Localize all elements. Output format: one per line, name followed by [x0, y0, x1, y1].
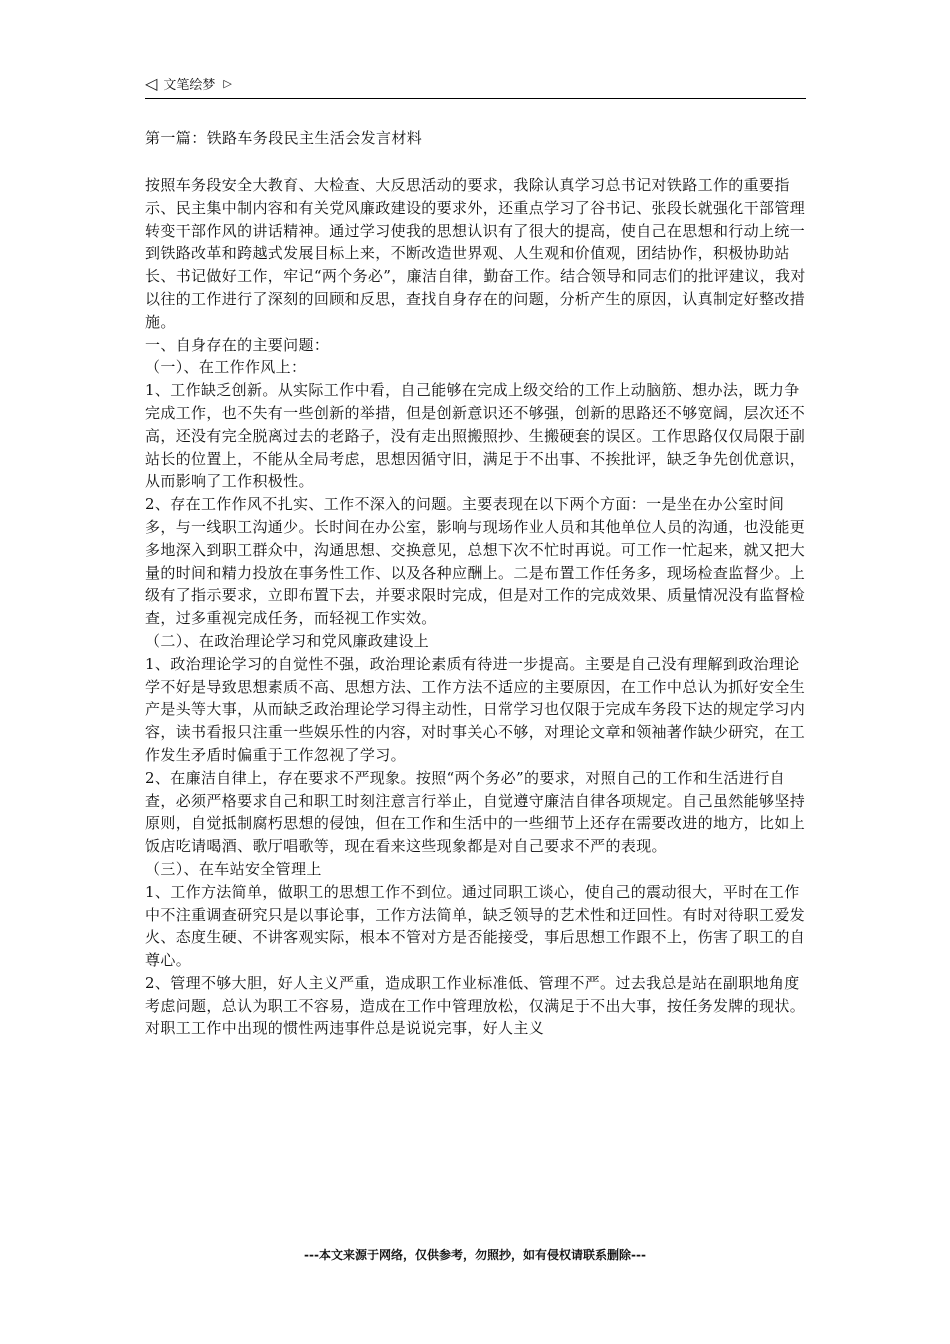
document-title: 第一篇：铁路车务段民主生活会发言材料 [145, 129, 423, 147]
subsection-heading-3: （三）、在车站安全管理上 [145, 859, 322, 878]
subsection-heading-1: （一）、在工作作风上： [145, 358, 307, 377]
page-header [145, 72, 806, 99]
subsection-heading-2: （二）、在政治理论学习和党风廉政建设上 [145, 631, 430, 650]
brand [145, 74, 232, 93]
paragraph: 2、存在工作作风不扎实、工作不深入的问题。主要表现在以下两个方面：一是坐在办公室时间多，与一线职工沟通少。长时间在办公室，影响与现场作业人员和其他单位人员的沟通，也没能更多地深入到职工群众中，沟通思想、交换意见，总想下次不忙时再说。可工作一忙起来，就又把大量的时间和精力投放在事务性工作、以及各种应酬上。二是布置工作任务多，现场检查监督少。上级有了指示要求，立即布置下去，并要求限时完成，但是对工作的完成效果、质量情况没有监督检查，过多重视完成任务，而轻视工作实效。 [145, 495, 806, 628]
paragraph: 2、在廉洁自律上，存在要求不严现象。按照“两个务必”的要求，对照自己的工作和生活进行自查，必须严格要求自己和职工时刻注意言行举止，自觉遵守廉洁自律各项规定。自己虽然能够坚持原则，自觉抵制腐朽思想的侵蚀，但在工作和生活中的一些细节上还存在需要改进的地方，比如上饭店吃请喝酒、歌厅唱歌等，现在看来这些现象都是对自己要求不严的表现。 [145, 768, 806, 856]
page-footer: ---本文来源于网络，仅供参考，勿照抄，如有侵权请联系删除--- [304, 1248, 646, 1262]
paragraph: 1、政治理论学习的自觉性不强，政治理论素质有待进一步提高。主要是自己没有理解到政治理论学不好是导致思想素质不高、思想方法、工作方法不适应的主要原因，在工作中总认为抓好安全生产是头等大事，从而缺乏政治理论学习得主动性，日常学习也仅限于完成车务段下达的规定学习内容，读书看报只注重一些娱乐性的内容，对时事关心不够，对理论文章和领袖著作缺少研究，在工作发生矛盾时偏重于工作忽视了学习。 [145, 654, 806, 764]
brand-name: 文笔绘梦 [163, 78, 216, 93]
paragraph: 1、工作方法简单，做职工的思想工作不到位。通过同职工谈心，使自己的震动很大，平时在工作中不注重调查研究只是以事论事，工作方法简单，缺乏领导的艺术性和迂回性。有时对待职工爱发火、态度生硬、不讲客观实际，根本不管对方是否能接受，事后思想工作跟不上，伤害了职工的自尊心。 [145, 882, 806, 970]
triangle-left-icon: ◁ [145, 73, 158, 93]
paragraph-intro: 按照车务段安全大教育、大检查、大反思活动的要求，我除认真学习总书记对铁路工作的重要指示、民主集中制内容和有关党风廉政建设的要求外，还重点学习了谷书记、张段长就强化干部管理转变干部作风的讲话精神。通过学习使我的思想认识有了很大的提高，使自己在思想和行动上统一到铁路改革和跨越式发展目标上来，不断改造世界观、人生观和价值观，团结协作，积极协助站长、书记做好工作，牢记“两个务必”，廉洁自律，勤奋工作。结合领导和同志们的批评建议，我对以往的工作进行了深刻的回顾和反思，查找自身存在的问题，分析产生的原因，认真制定好整改措施。 [145, 176, 806, 331]
section-heading-1: 一、自身存在的主要问题： [145, 335, 330, 354]
triangle-right-icon: ▷ [223, 77, 232, 90]
document-body [145, 174, 810, 1040]
paragraph: 1、工作缺乏创新。从实际工作中看，自己能够在完成上级交给的工作上动脑筋、想办法，既力争完成工作，也不失有一些创新的举措，但是创新意识还不够强，创新的思路还不够宽阔，层次还不高，还没有完全脱离过去的老路子，没有走出照搬照抄、生搬硬套的误区。工作思路仅仅局限于副站长的位置上，不能从全局考虑，思想因循守旧，满足于不出事、不挨批评，缺乏争先创优意识，从而影响了工作积极性。 [145, 381, 806, 491]
paragraph: 2、管理不够大胆，好人主义严重，造成职工作业标准低、管理不严。过去我总是站在副职地角度考虑问题，总认为职工不容易，造成在工作中管理放松，仅满足于不出大事，按任务发牌的现状。对职工工作中出现的惯性两违事件总是说说完事，好人主义 [145, 973, 806, 1038]
